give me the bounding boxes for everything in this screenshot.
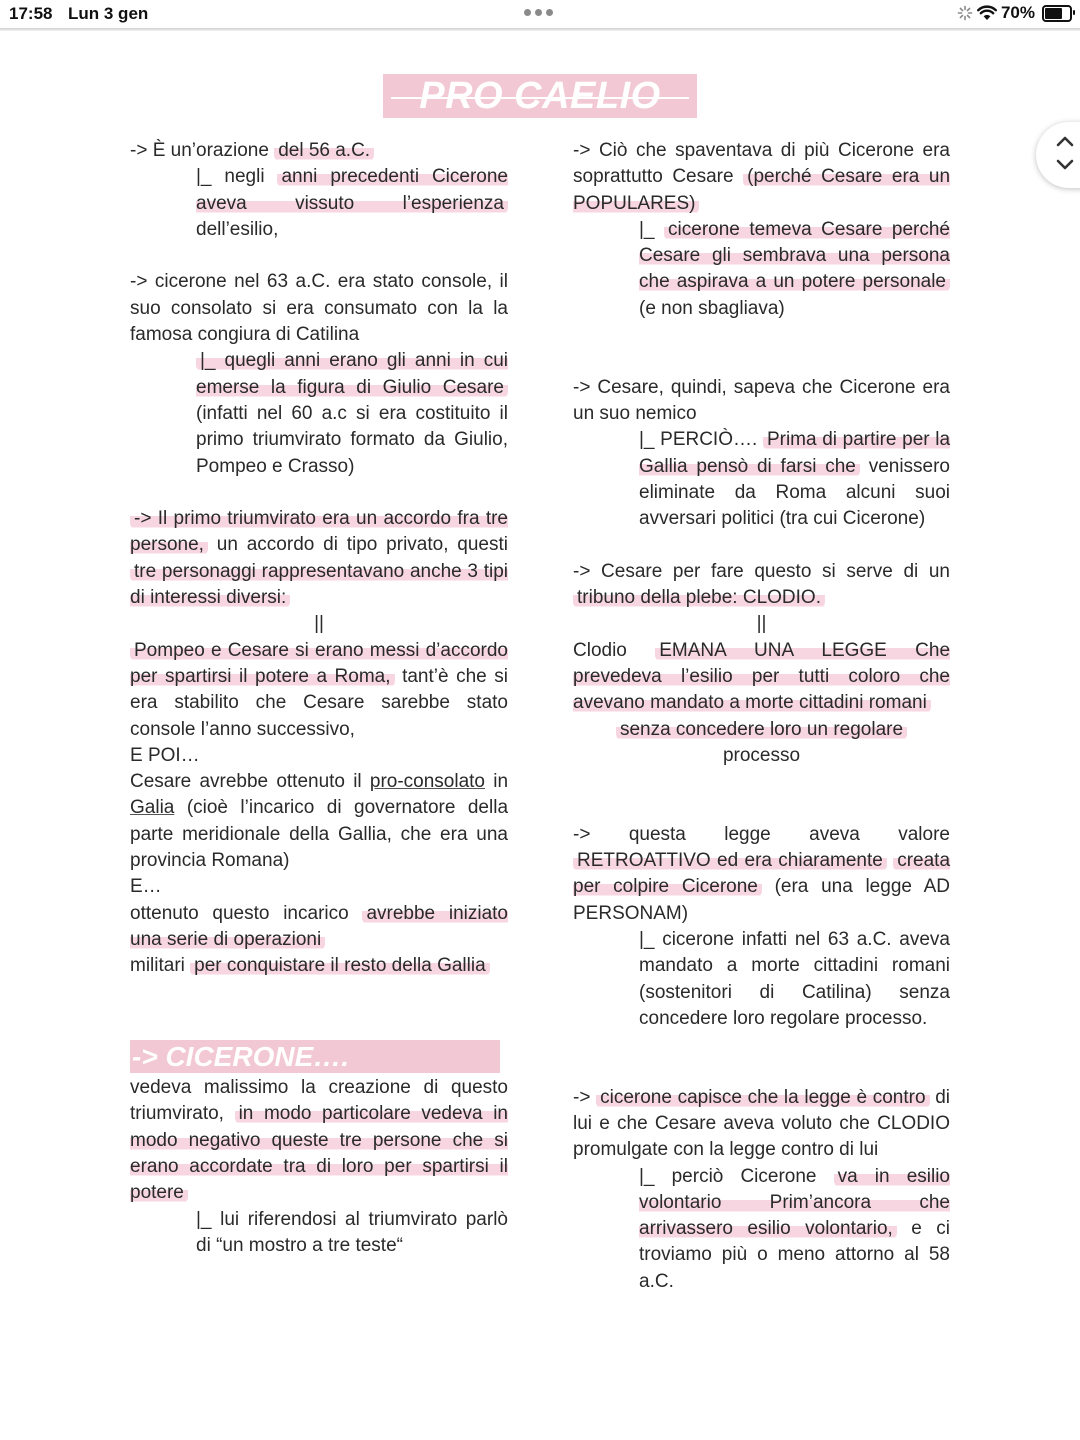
underlined-term: Galia bbox=[130, 797, 175, 819]
title-banner bbox=[383, 74, 697, 118]
note-subpoint: |_ lui riferendosi al triumvirato parlò di “un mostro a tre teste“ bbox=[196, 1208, 508, 1256]
wifi-icon bbox=[977, 5, 997, 21]
highlight: (perché Cesare era un POPULARES) bbox=[573, 166, 951, 214]
double-arrow: || bbox=[756, 613, 767, 635]
note-line: E… bbox=[130, 876, 162, 898]
status-date: Lun 3 gen bbox=[68, 4, 149, 23]
note-subpoint: |_ PERCIÒ…. Prima di partire per la Gallia pensò di farsi che venissero eliminate da Roma alcuni suoi avversari politici (tra cui Cicerone) bbox=[639, 429, 951, 530]
note-subpoint: |_ quegli anni erano gli anni in cui emerse la figura di Giulio Cesare (infatti nel 60 a.c si era costituito il primo triumvirato formato da Giulio, Pompeo e Crasso) bbox=[196, 350, 508, 477]
left-column bbox=[130, 138, 508, 1259]
highlight: Prima di partire per la Gallia pensò di farsi che bbox=[639, 429, 951, 477]
highlight: |_ quegli anni erano gli anni in cui emerse la figura di Giulio Cesare bbox=[196, 350, 508, 398]
highlight: va in esilio volontario Prim’ancora che arrivassero esilio volontario, bbox=[639, 1165, 950, 1240]
note-subpoint: |_ cicerone infatti nel 63 a.C. aveva mandato a morte cittadini romani (sostenitori di Catilina) senza concedere loro regolare processo. bbox=[639, 928, 950, 1029]
battery-percent: 70% bbox=[1000, 3, 1035, 22]
note-subpoint: |_ perciò Cicerone va in esilio volontario Prim’ancora che arrivassero esilio volontario, e ci troviamo più o meno attorno al 58 a.C. bbox=[639, 1165, 950, 1292]
highlight: EMANA UNA LEGGE Che prevedeva l’esilio per tutti coloro che avevano mandato a morte cittadini romani bbox=[573, 639, 951, 714]
chevron-down-icon[interactable] bbox=[1056, 159, 1074, 171]
status-time: 17:58 bbox=[9, 4, 53, 23]
section-heading: -> CICERONE…. bbox=[130, 1040, 500, 1073]
multitasking-dots-icon[interactable] bbox=[524, 9, 553, 16]
note-paragraph: -> cicerone capisce che la legge è contro di lui e che Cesare aveva voluto che CLODIO promulgate con la legge contro di lui bbox=[573, 1086, 950, 1161]
note-paragraph: -> questa legge aveva valore RETROATTIVO ed era chiaramente creata per colpire Cicerone (era una legge AD PERSONAM) bbox=[573, 823, 951, 924]
page-title: PRO CAELIO bbox=[419, 75, 661, 117]
note-paragraph: Pompeo e Cesare si erano messi d’accordo per spartirsi il potere a Roma, tant’è che si era stabilito che Cesare sarebbe stato console l’anno successivo, bbox=[130, 639, 508, 740]
highlight: del 56 a.C. bbox=[274, 140, 374, 161]
toolbar-divider bbox=[0, 28, 1080, 31]
note-paragraph: militari per conquistare il resto della Gallia bbox=[130, 953, 508, 979]
chevron-up-icon[interactable] bbox=[1056, 135, 1074, 147]
note-subpoint: |_ negli anni precedenti Cicerone aveva vissuto l’esperienza dell’esilio, bbox=[196, 166, 508, 240]
highlight: tre personaggi rappresentavano anche 3 tipi di interessi diversi: bbox=[130, 560, 508, 609]
highlight: creata per colpire Cicerone bbox=[573, 850, 951, 898]
status-bar bbox=[0, 0, 1080, 28]
highlight: -> Il primo triumvirato era un accordo fra tre persone, bbox=[130, 508, 508, 556]
note-paragraph: ottenuto questo incarico avrebbe iniziato una serie di operazioni bbox=[130, 902, 508, 950]
note-paragraph: -> Il primo triumvirato era un accordo fra tre persone, un accordo di tipo privato, questi tre personaggi rappresentavano anche 3 tipi di interessi diversi: bbox=[130, 508, 509, 609]
note-paragraph: -> cicerone nel 63 a.C. era stato console, il suo consolato si era consumato con la la famosa congiura di Catilina bbox=[130, 271, 508, 346]
note-paragraph: -> È un’orazione del 56 a.C. bbox=[130, 138, 508, 164]
battery-icon bbox=[1042, 5, 1072, 22]
activity-spinner-icon bbox=[957, 5, 973, 21]
note-paragraph: -> Ciò che spaventava di più Cicerone era soprattutto Cesare (perché Cesare era un POPULARES) bbox=[573, 140, 951, 214]
highlight: cicerone temeva Cesare perché Cesare gli sembrava una persona che aspirava a un potere personale bbox=[639, 218, 951, 293]
highlight: Pompeo e Cesare si erano messi d’accordo per spartirsi il potere a Roma, bbox=[130, 639, 508, 687]
highlight: in modo particolare vedeva in modo negativo queste tre persone che si erano accordate tra di loro per spartirsi il potere bbox=[130, 1103, 508, 1204]
page-navigator[interactable] bbox=[1036, 122, 1080, 188]
note-paragraph: -> Cesare per fare questo si serve di un tribuno della plebe: CLODIO. bbox=[573, 560, 950, 609]
note-subpoint: |_ cicerone temeva Cesare perché Cesare gli sembrava una persona che aspirava a un potere personale (e non sbagliava) bbox=[639, 218, 951, 319]
double-arrow: || bbox=[314, 613, 324, 635]
note-paragraph: Cesare avrebbe ottenuto il pro-consolato in Galia (cioè l’incarico di governatore della parte meridionale della Gallia, che era una provincia Romana) bbox=[130, 771, 509, 872]
highlight: RETROATTIVO ed era chiaramente bbox=[573, 850, 887, 871]
note-line: E POI… bbox=[130, 744, 200, 766]
note-paragraph: vedeva malissimo la creazione di questo triumvirato, in modo particolare vedeva in modo negativo queste tre persone che si erano accordate tra di loro per spartirsi il potere bbox=[130, 1077, 508, 1204]
highlight: senza concedere loro un regolare bbox=[616, 719, 907, 740]
highlight: tribuno della plebe: CLODIO. bbox=[573, 587, 825, 608]
right-column bbox=[573, 138, 950, 1295]
note-paragraph: -> Cesare, quindi, sapeva che Cicerone era un suo nemico bbox=[573, 376, 950, 424]
underlined-term: pro-consolato bbox=[369, 771, 485, 793]
note-line: processo bbox=[722, 744, 801, 766]
note-paragraph: Clodio EMANA UNA LEGGE Che prevedeva l’esilio per tutti coloro che avevano mandato a morte cittadini romani bbox=[573, 639, 951, 714]
highlight: avrebbe iniziato una serie di operazioni bbox=[130, 902, 508, 950]
highlight: cicerone capisce che la legge è contro bbox=[596, 1087, 929, 1108]
highlight: per conquistare il resto della Gallia bbox=[190, 955, 490, 976]
note-line bbox=[573, 717, 950, 743]
highlight: anni precedenti Cicerone aveva vissuto l’esperienza bbox=[196, 166, 508, 214]
